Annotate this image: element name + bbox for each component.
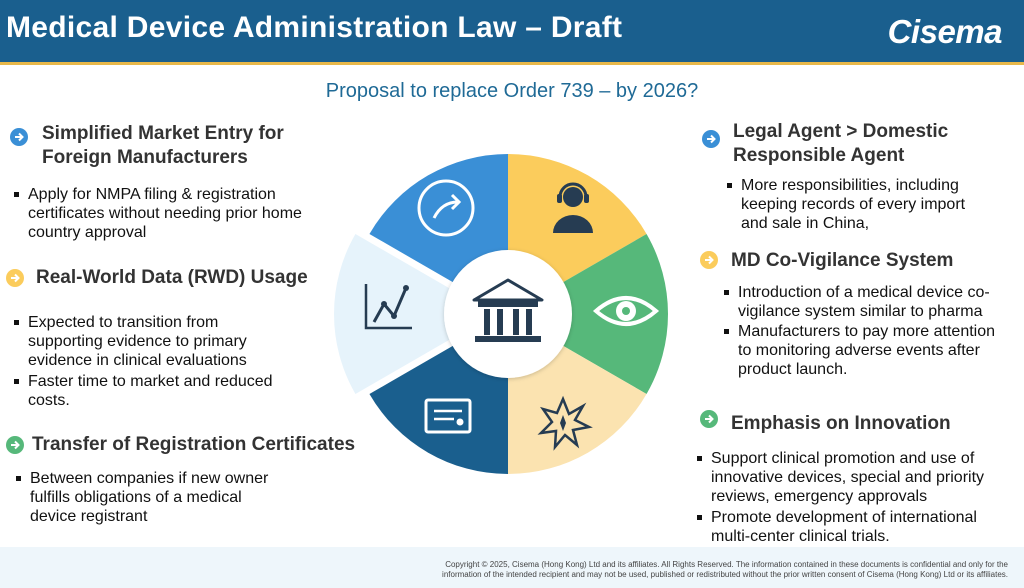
page-title: Medical Device Administration Law – Draft <box>6 11 623 44</box>
arrow-circle-icon <box>702 130 720 148</box>
wheel-center <box>444 250 572 378</box>
section-title-transfer: Transfer of Registration Certificates <box>32 434 356 455</box>
cisema-logo: Cisema <box>887 13 1002 50</box>
section-title-legal-agent: Legal Agent > Domestic Responsible Agent <box>733 121 949 166</box>
bullet-rwd-2: Faster time to market and reduced costs. <box>28 372 273 410</box>
header-bar <box>0 0 1024 62</box>
header-divider <box>0 62 1024 65</box>
arrow-circle-icon <box>10 128 28 146</box>
policy-wheel-diagram <box>318 138 698 518</box>
copyright-notice: Copyright © 2025, Cisema (Hong Kong) Ltd and its affiliates. All Rights Reserved. The information contained in these documents is confidential and only for the information of the intended recipient and may not be used, published or redistributed without the prior written consent of Cisema (Hong Kong) Ltd or its affiliates. <box>442 560 1008 579</box>
section-title-innovation: Emphasis on Innovation <box>731 413 951 434</box>
section-title-rwd: Real-World Data (RWD) Usage <box>36 267 308 288</box>
bullet-innovation-2: Promote development of international multi-center clinical trials. <box>711 508 977 546</box>
bullet-transfer: Between companies if new owner fulfills obligations of a medical device registrant <box>30 469 268 526</box>
bullet-market-entry: Apply for NMPA filing & registration certificates without needing prior home country approval <box>28 185 302 242</box>
arrow-circle-icon <box>700 410 718 428</box>
section-title-market-entry: Simplified Market Entry for Foreign Manufacturers <box>42 123 284 168</box>
footer <box>0 547 1024 588</box>
bullet-legal-agent: More responsibilities, including keeping records of every import and sale in China, <box>741 176 965 233</box>
bullet-innovation-1: Support clinical promotion and use of innovative devices, special and priority reviews, emergency approvals <box>711 449 984 506</box>
arrow-circle-icon <box>6 269 24 287</box>
arrow-circle-icon <box>6 436 24 454</box>
bullet-rwd-1: Expected to transition from supporting evidence to primary evidence in clinical evaluations <box>28 313 247 370</box>
section-title-co-vigilance: MD Co-Vigilance System <box>731 250 954 271</box>
bullet-co-vigilance-2: Manufacturers to pay more attention to monitoring adverse events after product launch. <box>738 322 995 379</box>
subtitle: Proposal to replace Order 739 – by 2026? <box>325 80 699 102</box>
arrow-circle-icon <box>700 251 718 269</box>
bullet-co-vigilance-1: Introduction of a medical device co- vigilance system similar to pharma <box>738 283 990 321</box>
